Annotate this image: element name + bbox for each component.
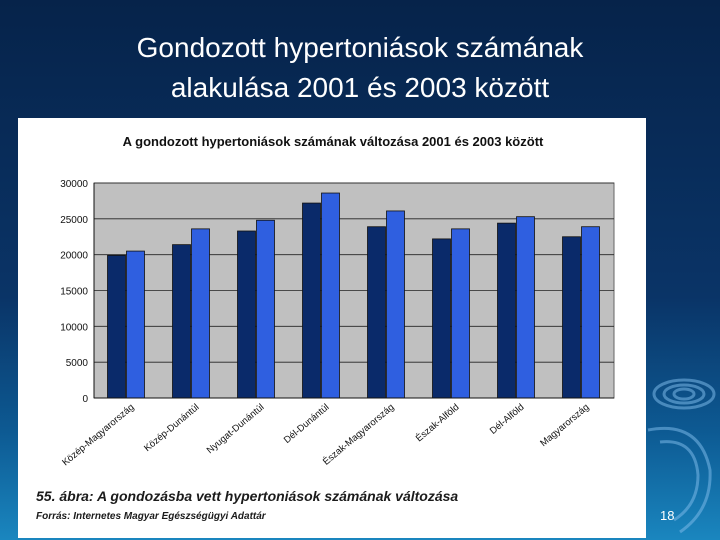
bar-series-2 [127,251,145,398]
bar-series-1 [303,203,321,398]
chart-figure [18,118,646,538]
x-tick-label: Észak-Alföld [413,401,462,445]
bar-series-1 [433,239,451,398]
x-tick-label: Nyugat-Dunántúl [204,401,267,457]
x-tick-label: Dél-Alföld [487,401,527,437]
y-tick-label: 15000 [60,286,88,298]
chart-title: A gondozott hypertoniások számának változása 2001 és 2003 között [122,134,544,149]
bar-series-2 [192,229,210,398]
bar-series-1 [173,245,191,398]
slide-title-line-2: alakulása 2001 és 2003 között [170,72,550,103]
bar-series-2 [322,193,340,398]
bar-series-2 [387,211,405,398]
bar-series-1 [498,223,516,398]
bar-series-1 [368,227,386,398]
bar-chart [18,118,646,538]
y-tick-label: 5000 [65,358,88,370]
x-tick-label: Közép-Magyarország [60,401,137,469]
y-tick-label: 20000 [60,250,88,262]
y-tick-label: 0 [82,394,88,405]
x-tick-label: Magyarország [538,401,592,449]
slide-title [0,28,720,108]
figure-source: Forrás: Internetes Magyar Egészségügyi Adattár [36,511,266,522]
bar-series-2 [582,227,600,398]
page-number: 18 [660,508,675,523]
y-tick-label: 25000 [60,214,88,226]
bar-series-1 [108,255,126,398]
x-tick-label: Közép-Dunántúl [142,401,202,455]
bar-series-1 [238,231,256,398]
plot-area [60,179,614,468]
y-tick-label: 10000 [60,322,88,334]
y-tick-label: 30000 [60,179,88,190]
bar-series-1 [563,237,581,398]
figure-caption: 55. ábra: A gondozásba vett hypertoniások számának változása [36,488,459,504]
bar-series-2 [452,229,470,398]
swirl-decoration-icon [640,360,720,540]
x-tick-label: Dél-Dunántúl [281,401,332,446]
x-tick-label: Észak-Magyarország [321,401,397,468]
slide-title-line-1: Gondozott hypertoniások számának [136,32,584,63]
bar-series-2 [517,217,535,398]
bar-series-2 [257,220,275,398]
